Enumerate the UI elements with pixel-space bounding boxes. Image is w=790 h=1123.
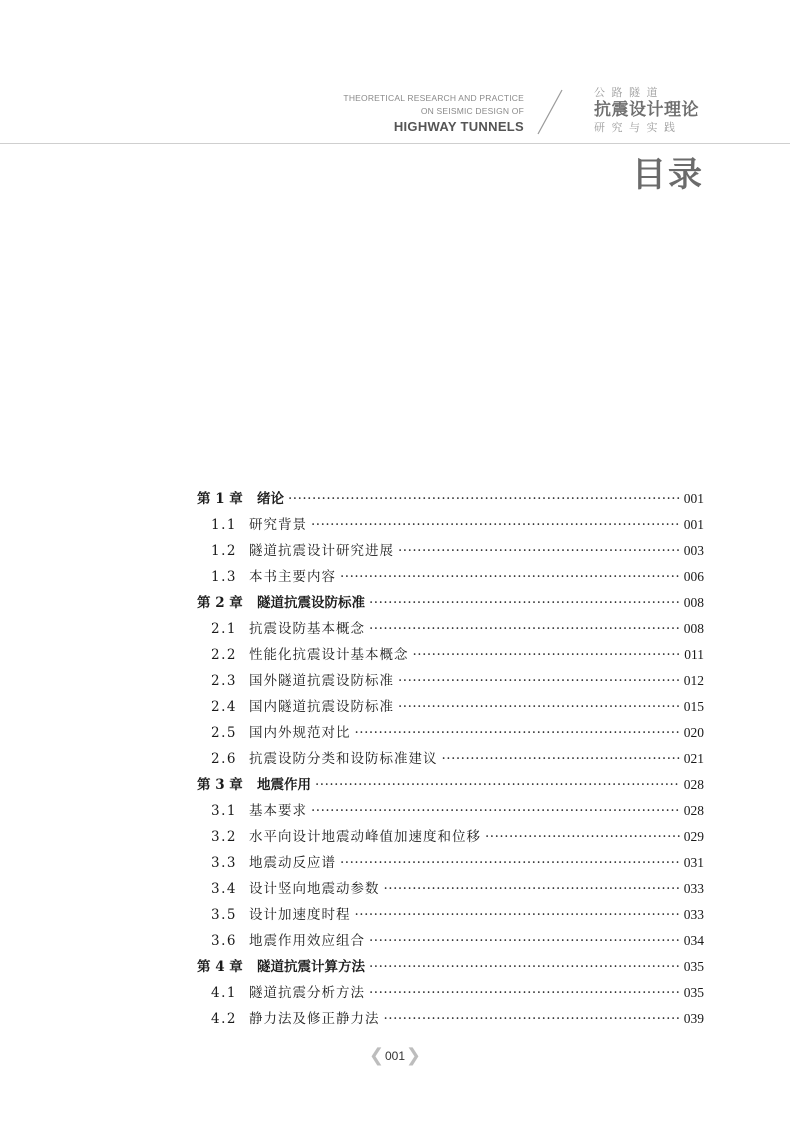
toc-entry-page: 020 bbox=[683, 725, 704, 740]
toc-entry-title: 地震作用 bbox=[257, 777, 311, 793]
toc-dot-leader bbox=[311, 512, 680, 538]
toc-entry-number: 2.2 bbox=[211, 647, 237, 663]
toc-entry-title: 抗震设防基本概念 bbox=[249, 621, 365, 637]
toc-section-entry[interactable] bbox=[197, 980, 704, 1006]
toc-entry-title: 地震动反应谱 bbox=[249, 855, 336, 871]
toc-entry-number: 4.1 bbox=[211, 985, 237, 1001]
toc-section-entry[interactable] bbox=[197, 642, 704, 668]
toc-entry-number: 2.6 bbox=[211, 751, 237, 767]
toc-dot-leader bbox=[384, 1006, 680, 1032]
toc-entry-number: 3.2 bbox=[211, 829, 237, 845]
chinese-book-title: 抗震设计理论 bbox=[594, 100, 699, 120]
english-title-line-1: THEORETICAL RESEARCH AND PRACTICE bbox=[343, 93, 524, 103]
toc-section-entry[interactable] bbox=[197, 668, 704, 694]
toc-entry-title: 设计加速度时程 bbox=[249, 907, 351, 923]
toc-entry-title: 隧道抗震设计研究进展 bbox=[249, 543, 394, 559]
table-of-contents bbox=[197, 486, 704, 1032]
toc-entry-page: 011 bbox=[684, 647, 704, 662]
toc-entry-number: 4.2 bbox=[211, 1011, 237, 1027]
toc-dot-leader bbox=[355, 902, 680, 928]
chinese-book-subtitle: 研究与实践 bbox=[594, 121, 682, 134]
chevron-left-icon: ❮ bbox=[369, 1045, 385, 1066]
toc-entry-number: 第 3 章 bbox=[197, 777, 243, 793]
toc-dot-leader bbox=[369, 954, 680, 980]
toc-entry-title: 绪论 bbox=[257, 491, 284, 507]
english-title-line-3: HIGHWAY TUNNELS bbox=[393, 119, 524, 134]
toc-dot-leader bbox=[288, 486, 680, 512]
toc-entry-page: 033 bbox=[683, 907, 704, 922]
toc-entry-page: 039 bbox=[683, 1011, 704, 1026]
toc-dot-leader bbox=[369, 590, 680, 616]
toc-entry-title: 隧道抗震计算方法 bbox=[257, 959, 365, 975]
toc-dot-leader bbox=[315, 772, 680, 798]
toc-dot-leader bbox=[340, 564, 680, 590]
toc-entry-page: 015 bbox=[683, 699, 704, 714]
toc-section-entry[interactable] bbox=[197, 1006, 704, 1032]
toc-entry-title: 水平向设计地震动峰值加速度和位移 bbox=[249, 829, 481, 845]
toc-entry-title: 研究背景 bbox=[249, 517, 307, 533]
toc-section-entry[interactable] bbox=[197, 798, 704, 824]
running-header bbox=[0, 0, 790, 145]
toc-entry-page: 029 bbox=[683, 829, 704, 844]
toc-section-entry[interactable] bbox=[197, 876, 704, 902]
toc-entry-page: 035 bbox=[683, 985, 704, 1000]
english-title-line-2: ON SEISMIC DESIGN OF bbox=[420, 106, 524, 116]
toc-entry-page: 012 bbox=[683, 673, 704, 688]
toc-section-entry[interactable] bbox=[197, 694, 704, 720]
toc-dot-leader bbox=[442, 746, 680, 772]
toc-entry-page: 031 bbox=[683, 855, 704, 870]
toc-chapter-entry[interactable] bbox=[197, 954, 704, 980]
toc-entry-page: 028 bbox=[683, 803, 704, 818]
toc-entry-page: 006 bbox=[683, 569, 704, 584]
toc-dot-leader bbox=[369, 980, 680, 1006]
toc-dot-leader bbox=[369, 928, 680, 954]
toc-dot-leader bbox=[398, 668, 680, 694]
toc-section-entry[interactable] bbox=[197, 616, 704, 642]
toc-entry-number: 第 1 章 bbox=[197, 491, 243, 507]
toc-section-entry[interactable] bbox=[197, 512, 704, 538]
toc-entry-title: 隧道抗震分析方法 bbox=[249, 985, 365, 1001]
toc-section-entry[interactable] bbox=[197, 564, 704, 590]
toc-entry-number: 2.5 bbox=[211, 725, 237, 741]
toc-entry-page: 021 bbox=[683, 751, 704, 766]
toc-entry-page: 035 bbox=[683, 959, 704, 974]
toc-dot-leader bbox=[413, 642, 681, 668]
toc-dot-leader bbox=[355, 720, 680, 746]
toc-entry-page: 003 bbox=[683, 543, 704, 558]
toc-entry-page: 033 bbox=[683, 881, 704, 896]
toc-entry-page: 028 bbox=[683, 777, 704, 792]
toc-dot-leader bbox=[384, 876, 680, 902]
toc-entry-number: 3.6 bbox=[211, 933, 237, 949]
chinese-series-name: 公路隧道 bbox=[594, 86, 664, 99]
toc-entry-number: 3.4 bbox=[211, 881, 237, 897]
divider-slash-icon bbox=[534, 88, 564, 136]
toc-entry-number: 2.4 bbox=[211, 699, 237, 715]
toc-entry-title: 设计竖向地震动参数 bbox=[249, 881, 380, 897]
english-book-title bbox=[343, 92, 524, 135]
toc-entry-title: 国内隧道抗震设防标准 bbox=[249, 699, 394, 715]
toc-section-entry[interactable] bbox=[197, 928, 704, 954]
toc-dot-leader bbox=[340, 850, 680, 876]
toc-entry-title: 国外隧道抗震设防标准 bbox=[249, 673, 394, 689]
toc-dot-leader bbox=[311, 798, 680, 824]
header-divider bbox=[0, 143, 790, 144]
page-footer bbox=[365, 1045, 425, 1067]
toc-entry-title: 抗震设防分类和设防标准建议 bbox=[249, 751, 438, 767]
toc-entry-number: 3.5 bbox=[211, 907, 237, 923]
toc-entry-number: 1.3 bbox=[211, 569, 237, 585]
toc-chapter-entry[interactable] bbox=[197, 486, 704, 512]
toc-chapter-entry[interactable] bbox=[197, 772, 704, 798]
chevron-right-icon: ❯ bbox=[405, 1045, 421, 1066]
toc-entry-title: 隧道抗震设防标准 bbox=[257, 595, 365, 611]
toc-entry-number: 1.1 bbox=[211, 517, 237, 533]
toc-entry-number: 2.1 bbox=[211, 621, 237, 637]
toc-section-entry[interactable] bbox=[197, 902, 704, 928]
toc-entry-title: 性能化抗震设计基本概念 bbox=[249, 647, 409, 663]
toc-entry-number: 第 2 章 bbox=[197, 595, 243, 611]
toc-dot-leader bbox=[398, 538, 680, 564]
toc-entry-page: 008 bbox=[683, 595, 704, 610]
page-title: 目录 bbox=[632, 155, 704, 195]
toc-section-entry[interactable] bbox=[197, 720, 704, 746]
toc-entry-title: 国内外规范对比 bbox=[249, 725, 351, 741]
toc-dot-leader bbox=[398, 694, 680, 720]
toc-section-entry[interactable] bbox=[197, 538, 704, 564]
toc-entry-page: 034 bbox=[683, 933, 704, 948]
page-number: 001 bbox=[384, 1049, 406, 1063]
toc-section-entry[interactable] bbox=[197, 746, 704, 772]
toc-entry-title: 本书主要内容 bbox=[249, 569, 336, 585]
toc-entry-page: 008 bbox=[683, 621, 704, 636]
toc-entry-page: 001 bbox=[683, 491, 704, 506]
toc-entry-number: 第 4 章 bbox=[197, 959, 243, 975]
toc-entry-title: 地震作用效应组合 bbox=[249, 933, 365, 949]
toc-chapter-entry[interactable] bbox=[197, 590, 704, 616]
toc-section-entry[interactable] bbox=[197, 850, 704, 876]
toc-entry-number: 3.1 bbox=[211, 803, 237, 819]
toc-entry-number: 3.3 bbox=[211, 855, 237, 871]
toc-dot-leader bbox=[369, 616, 680, 642]
toc-entry-number: 1.2 bbox=[211, 543, 237, 559]
toc-entry-number: 2.3 bbox=[211, 673, 237, 689]
toc-entry-title: 基本要求 bbox=[249, 803, 307, 819]
toc-entry-title: 静力法及修正静力法 bbox=[249, 1011, 380, 1027]
toc-section-entry[interactable] bbox=[197, 824, 704, 850]
toc-dot-leader bbox=[485, 824, 680, 850]
toc-entry-page: 001 bbox=[683, 517, 704, 532]
